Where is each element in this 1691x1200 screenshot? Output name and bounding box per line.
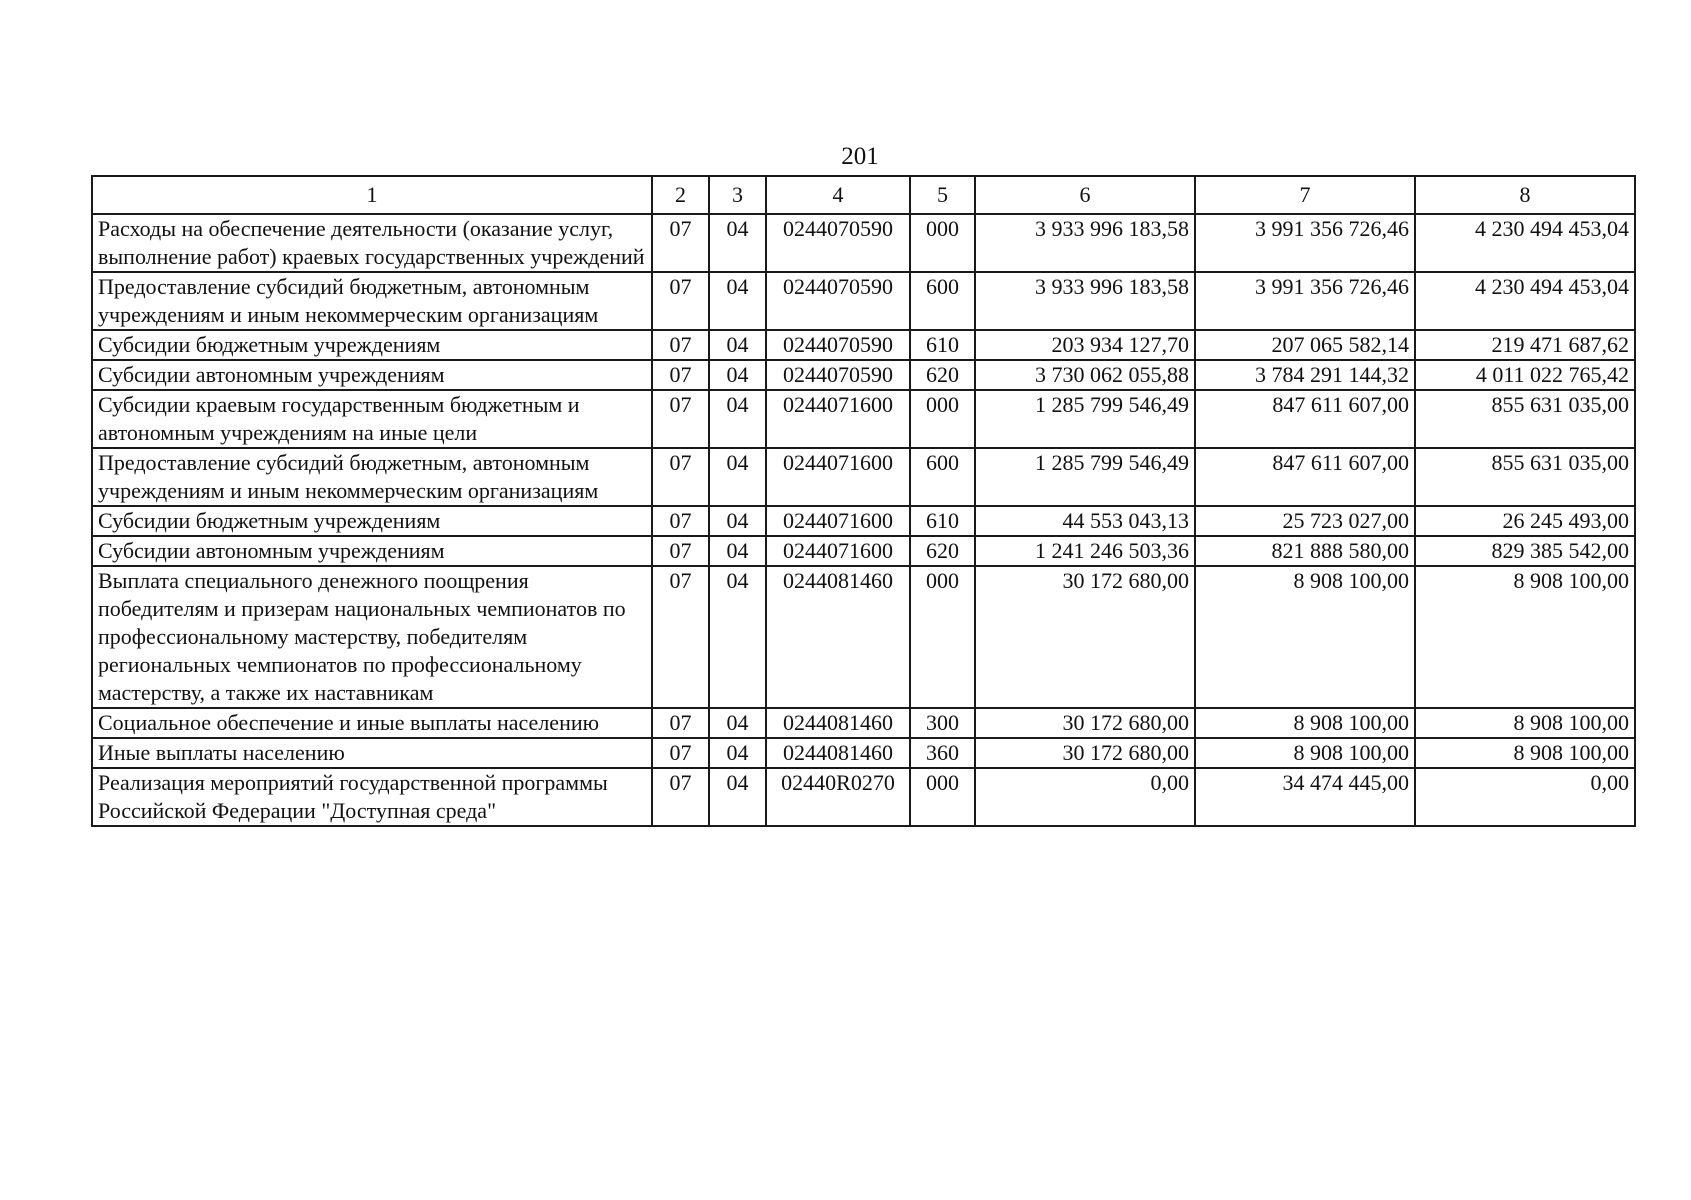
row-name-cell: Субсидии автономным учреждениям [92,360,652,390]
amount-cell: 25 723 027,00 [1195,506,1415,536]
amount-cell: 44 553 043,13 [975,506,1195,536]
target-article-cell: 0244081460 [766,738,910,768]
amount-cell: 30 172 680,00 [975,708,1195,738]
table-row [92,536,1635,566]
table-row [92,214,1635,272]
target-article-cell: 0244081460 [766,566,910,708]
row-name-cell: Субсидии бюджетным учреждениям [92,506,652,536]
amount-cell: 4 011 022 765,42 [1415,360,1635,390]
target-article-cell: 0244070590 [766,272,910,330]
subsection-code-cell: 04 [709,214,766,272]
amount-cell: 0,00 [1415,768,1635,826]
column-header: 1 [92,176,652,214]
table-row [92,738,1635,768]
section-code-cell: 07 [652,738,709,768]
amount-cell: 847 611 607,00 [1195,448,1415,506]
amount-cell: 0,00 [975,768,1195,826]
amount-cell: 219 471 687,62 [1415,330,1635,360]
amount-cell: 203 934 127,70 [975,330,1195,360]
subsection-code-cell: 04 [709,708,766,738]
row-name-cell: Выплата специального денежного поощрения победителям и призерам национальных чемпионатов по профессиональному мастерству, победителям региональных чемпионатов по профессиональному мастерству, а также их наставникам [92,566,652,708]
column-header: 5 [910,176,975,214]
expense-type-cell: 000 [910,768,975,826]
row-name-cell: Субсидии бюджетным учреждениям [92,330,652,360]
amount-cell: 4 230 494 453,04 [1415,214,1635,272]
amount-cell: 26 245 493,00 [1415,506,1635,536]
subsection-code-cell: 04 [709,360,766,390]
amount-cell: 3 991 356 726,46 [1195,272,1415,330]
amount-cell: 8 908 100,00 [1195,566,1415,708]
subsection-code-cell: 04 [709,536,766,566]
row-name-cell: Расходы на обеспечение деятельности (оказание услуг, выполнение работ) краевых государственных учреждений [92,214,652,272]
subsection-code-cell: 04 [709,506,766,536]
column-header: 7 [1195,176,1415,214]
row-name-cell: Предоставление субсидий бюджетным, автономным учреждениям и иным некоммерческим организациям [92,272,652,330]
subsection-code-cell: 04 [709,566,766,708]
amount-cell: 3 991 356 726,46 [1195,214,1415,272]
section-code-cell: 07 [652,360,709,390]
subsection-code-cell: 04 [709,738,766,768]
target-article-cell: 0244070590 [766,330,910,360]
amount-cell: 8 908 100,00 [1415,566,1635,708]
expense-type-cell: 000 [910,390,975,448]
amount-cell: 1 285 799 546,49 [975,448,1195,506]
target-article-cell: 0244071600 [766,506,910,536]
amount-cell: 34 474 445,00 [1195,768,1415,826]
amount-cell: 3 784 291 144,32 [1195,360,1415,390]
column-header: 8 [1415,176,1635,214]
subsection-code-cell: 04 [709,272,766,330]
page-number: 201 [841,143,879,170]
target-article-cell: 0244071600 [766,448,910,506]
target-article-cell: 0244081460 [766,708,910,738]
amount-cell: 207 065 582,14 [1195,330,1415,360]
section-code-cell: 07 [652,390,709,448]
expense-type-cell: 300 [910,708,975,738]
table-row [92,360,1635,390]
row-name-cell: Субсидии краевым государственным бюджетным и автономным учреждениям на иные цели [92,390,652,448]
amount-cell: 8 908 100,00 [1195,738,1415,768]
expense-type-cell: 600 [910,272,975,330]
amount-cell: 30 172 680,00 [975,738,1195,768]
section-code-cell: 07 [652,708,709,738]
row-name-cell: Предоставление субсидий бюджетным, автономным учреждениям и иным некоммерческим организациям [92,448,652,506]
amount-cell: 4 230 494 453,04 [1415,272,1635,330]
section-code-cell: 07 [652,448,709,506]
target-article-cell: 02440R0270 [766,768,910,826]
subsection-code-cell: 04 [709,390,766,448]
amount-cell: 3 730 062 055,88 [975,360,1195,390]
table-row [92,272,1635,330]
row-name-cell: Реализация мероприятий государственной программы Российской Федерации "Доступная среда" [92,768,652,826]
subsection-code-cell: 04 [709,330,766,360]
expense-type-cell: 620 [910,536,975,566]
column-header: 4 [766,176,910,214]
amount-cell: 821 888 580,00 [1195,536,1415,566]
target-article-cell: 0244071600 [766,536,910,566]
amount-cell: 855 631 035,00 [1415,390,1635,448]
expense-type-cell: 000 [910,214,975,272]
amount-cell: 8 908 100,00 [1195,708,1415,738]
subsection-code-cell: 04 [709,768,766,826]
subsection-code-cell: 04 [709,448,766,506]
amount-cell: 3 933 996 183,58 [975,214,1195,272]
expense-type-cell: 000 [910,566,975,708]
table-row [92,390,1635,448]
amount-cell: 8 908 100,00 [1415,738,1635,768]
column-number-row [92,176,1635,214]
section-code-cell: 07 [652,214,709,272]
section-code-cell: 07 [652,768,709,826]
row-name-cell: Социальное обеспечение и иные выплаты населению [92,708,652,738]
target-article-cell: 0244070590 [766,214,910,272]
section-code-cell: 07 [652,506,709,536]
section-code-cell: 07 [652,330,709,360]
table-row [92,708,1635,738]
expense-type-cell: 610 [910,506,975,536]
expense-type-cell: 600 [910,448,975,506]
amount-cell: 3 933 996 183,58 [975,272,1195,330]
row-name-cell: Субсидии автономным учреждениям [92,536,652,566]
column-header: 6 [975,176,1195,214]
amount-cell: 847 611 607,00 [1195,390,1415,448]
amount-cell: 1 241 246 503,36 [975,536,1195,566]
table-row [92,566,1635,708]
section-code-cell: 07 [652,566,709,708]
column-header: 3 [709,176,766,214]
budget-table [91,175,1636,827]
row-name-cell: Иные выплаты населению [92,738,652,768]
table-row [92,768,1635,826]
table-row [92,506,1635,536]
target-article-cell: 0244071600 [766,390,910,448]
amount-cell: 8 908 100,00 [1415,708,1635,738]
expense-type-cell: 360 [910,738,975,768]
budget-table-body [92,214,1635,826]
table-row [92,330,1635,360]
section-code-cell: 07 [652,272,709,330]
amount-cell: 30 172 680,00 [975,566,1195,708]
table-row [92,448,1635,506]
target-article-cell: 0244070590 [766,360,910,390]
amount-cell: 855 631 035,00 [1415,448,1635,506]
section-code-cell: 07 [652,536,709,566]
amount-cell: 1 285 799 546,49 [975,390,1195,448]
amount-cell: 829 385 542,00 [1415,536,1635,566]
expense-type-cell: 610 [910,330,975,360]
column-header: 2 [652,176,709,214]
expense-type-cell: 620 [910,360,975,390]
